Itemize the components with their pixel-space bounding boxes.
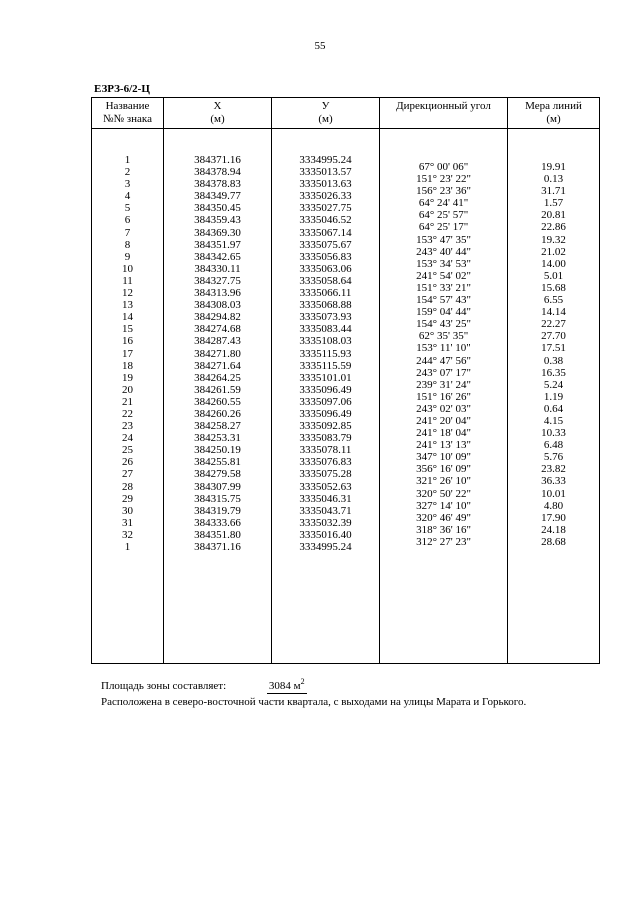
- segment-length: 24.18: [541, 523, 566, 536]
- segment-angle: 241° 20' 04": [416, 414, 471, 427]
- header-x-line1: Х: [213, 100, 222, 112]
- point-y: 3335063.06: [299, 262, 352, 275]
- segment-length: 19.91: [541, 161, 566, 173]
- segment-angle: 318° 36' 16": [416, 523, 471, 536]
- segment-length: 20.81: [541, 209, 566, 222]
- segment-length: 31.71: [541, 185, 566, 198]
- coordinates-table: [91, 97, 600, 664]
- segment-length: 0.64: [543, 402, 564, 415]
- segment-length: 0.13: [543, 173, 564, 186]
- header-direction-label: Дирекционный угол: [396, 100, 491, 112]
- point-number: 30: [122, 504, 133, 517]
- y-coordinate-cell: [272, 129, 380, 664]
- point-y: 3335032.39: [299, 516, 352, 529]
- segment-angle: 239° 31' 24": [416, 378, 471, 391]
- location-description: Расположена в северо-восточной части квартала, с выходами на улицы Марата и Горького.: [101, 695, 527, 708]
- point-number: 15: [122, 323, 133, 336]
- zone-summary: [101, 675, 526, 710]
- segment-angle: 153° 47' 35": [416, 233, 471, 246]
- line-length-cell: [508, 129, 600, 664]
- segment-angle: 327° 14' 10": [416, 499, 471, 512]
- point-x: 384250.19: [194, 444, 241, 457]
- point-y: 3335115.59: [299, 359, 352, 372]
- point-number: 26: [122, 456, 133, 469]
- point-number: 29: [122, 492, 133, 505]
- point-x: 384378.94: [194, 166, 241, 179]
- segment-angle: 64° 25' 17": [418, 221, 469, 234]
- segment-angle: 241° 13' 13": [416, 439, 471, 452]
- header-x: [164, 98, 272, 129]
- segment-angle: 356° 16' 09": [416, 463, 471, 476]
- point-number: 32: [122, 528, 133, 541]
- area-value: 3084: [268, 679, 291, 692]
- point-y: 3335043.71: [299, 504, 352, 517]
- point-x: 384371.16: [194, 541, 241, 553]
- segment-angle: 243° 40' 44": [416, 245, 471, 258]
- point-number: 2: [124, 166, 131, 179]
- point-number: 19: [122, 371, 133, 384]
- segment-length: 5.24: [543, 378, 564, 391]
- point-x: 384287.43: [194, 335, 241, 348]
- point-y: 3335075.67: [299, 238, 352, 251]
- header-name-line2: №№ знака: [103, 113, 152, 125]
- segment-length: 21.02: [541, 245, 566, 258]
- point-y: 3335068.88: [299, 299, 352, 312]
- segment-angle: 312° 27' 23": [416, 535, 471, 548]
- segment-length: 22.27: [541, 318, 566, 331]
- point-x: 384350.45: [194, 202, 241, 215]
- point-number: 24: [122, 432, 133, 445]
- point-y: 3335096.49: [299, 383, 352, 396]
- segment-length: 15.68: [541, 281, 566, 294]
- header-direction: [380, 98, 508, 129]
- segment-length: 6.48: [543, 439, 564, 452]
- segment-length: 5.01: [543, 269, 564, 282]
- segment-angle: 320° 50' 22": [416, 487, 471, 500]
- point-y: 3335013.57: [299, 166, 352, 179]
- point-number: 5: [124, 202, 131, 215]
- point-y: 3335052.63: [299, 480, 352, 493]
- point-x: 384274.68: [194, 323, 241, 336]
- header-y-line1: У: [321, 100, 330, 112]
- point-y: 3334995.24: [299, 541, 352, 553]
- point-x: 384253.31: [194, 432, 241, 445]
- header-y-line2: (м): [318, 113, 333, 125]
- point-x: 384271.64: [194, 359, 241, 372]
- point-y: 3335016.40: [299, 528, 352, 541]
- segment-length: 10.01: [541, 487, 566, 500]
- segment-length: 22.86: [541, 221, 566, 234]
- segment-length: 36.33: [541, 475, 566, 488]
- point-x: 384255.81: [194, 456, 241, 469]
- segment-angle: 151° 23' 22": [416, 173, 471, 186]
- point-number: 8: [124, 238, 131, 251]
- point-x: 384313.96: [194, 287, 241, 300]
- point-number: 14: [122, 311, 133, 324]
- point-x: 384333.66: [194, 516, 241, 529]
- area-unit-power: 2: [300, 677, 305, 686]
- point-x: 384279.58: [194, 468, 241, 481]
- header-name-line1: Название: [105, 100, 150, 112]
- header-x-line2: (м): [210, 113, 225, 125]
- segment-length: 10.33: [541, 427, 566, 440]
- point-y: 3335026.33: [299, 190, 352, 203]
- table-body-row: [92, 129, 600, 664]
- point-y: 3335056.83: [299, 250, 352, 263]
- point-x: 384351.80: [194, 528, 241, 541]
- point-x: 384371.16: [194, 154, 241, 166]
- point-y: 3335067.14: [299, 226, 352, 239]
- segment-length: 27.70: [541, 330, 566, 343]
- point-number: 1: [124, 541, 131, 553]
- segment-angle: 154° 57' 43": [416, 294, 471, 307]
- segment-angle: 241° 18' 04": [416, 427, 471, 440]
- point-y: 3335078.11: [299, 444, 352, 457]
- point-x: 384261.59: [194, 383, 241, 396]
- point-y: 3335083.79: [299, 432, 352, 445]
- segment-angle: 243° 07' 17": [416, 366, 471, 379]
- point-x: 384308.03: [194, 299, 241, 312]
- segment-angle: 156° 23' 36": [416, 185, 471, 198]
- point-number: 13: [122, 299, 133, 312]
- point-number: 25: [122, 444, 133, 457]
- point-number: 31: [122, 516, 133, 529]
- header-length: [508, 98, 600, 129]
- segment-length: 16.35: [541, 366, 566, 379]
- point-y: 3335083.44: [299, 323, 352, 336]
- point-x: 384351.97: [194, 238, 241, 251]
- segment-angle: 151° 33' 21": [416, 281, 471, 294]
- header-name: [92, 98, 164, 129]
- point-y: 3335073.93: [299, 311, 352, 324]
- point-y: 3335046.52: [299, 214, 352, 227]
- header-length-line1: Мера линий: [525, 100, 582, 112]
- point-x: 384330.11: [194, 262, 241, 275]
- point-y: 3335101.01: [299, 371, 352, 384]
- point-number: 6: [124, 214, 131, 227]
- point-number-cell: [92, 129, 164, 664]
- segment-angle: 67° 00' 06": [418, 161, 469, 173]
- segment-length: 1.19: [543, 390, 564, 403]
- point-x: 384271.80: [194, 347, 241, 360]
- point-number: 28: [122, 480, 133, 493]
- point-number: 7: [124, 226, 131, 239]
- point-y: 3335075.28: [299, 468, 352, 481]
- point-x: 384307.99: [194, 480, 241, 493]
- point-number: 20: [122, 383, 133, 396]
- segment-length: 19.32: [541, 233, 566, 246]
- segment-length: 28.68: [541, 535, 566, 548]
- area-unit: [294, 675, 305, 693]
- header-length-line2: (м): [546, 113, 561, 125]
- point-number: 17: [122, 347, 133, 360]
- segment-angle: 62° 35' 35": [418, 330, 469, 343]
- point-number: 4: [124, 190, 131, 203]
- point-y: 3335092.85: [299, 420, 352, 433]
- point-number: 12: [122, 287, 133, 300]
- segment-angle: 243° 02' 03": [416, 402, 471, 415]
- segment-angle: 244° 47' 56": [416, 354, 471, 367]
- point-y: 3335097.06: [299, 395, 352, 408]
- segment-length: 4.15: [543, 414, 564, 427]
- point-number: 16: [122, 335, 133, 348]
- point-x: 384359.43: [194, 214, 241, 227]
- segment-angle: 159° 04' 44": [416, 306, 471, 319]
- point-y: 3335066.11: [299, 287, 352, 300]
- point-number: 10: [122, 262, 133, 275]
- point-x: 384294.82: [194, 311, 241, 324]
- table-header-row: [92, 98, 600, 129]
- segment-angle: 64° 25' 57": [418, 209, 469, 222]
- area-value-underlined: [267, 675, 307, 694]
- area-unit-base: м: [293, 679, 301, 692]
- header-y: [272, 98, 380, 129]
- zone-title: ЕЗРЗ-6/2-Ц: [94, 83, 150, 95]
- segment-angle: 153° 11' 10": [416, 342, 471, 355]
- point-number: 1: [124, 154, 131, 166]
- point-number: 3: [124, 178, 131, 191]
- point-number: 18: [122, 359, 133, 372]
- segment-angle: 347° 10' 09": [416, 451, 471, 464]
- point-x: 384315.75: [194, 492, 241, 505]
- segment-length: 17.90: [541, 511, 566, 524]
- point-y: 3335046.31: [299, 492, 352, 505]
- area-line: [101, 675, 526, 694]
- direction-angle-cell: [380, 129, 508, 664]
- point-x: 384369.30: [194, 226, 241, 239]
- segment-angle: 320° 46' 49": [416, 511, 471, 524]
- point-y: 3335076.83: [299, 456, 352, 469]
- segment-length: 6.55: [543, 294, 564, 307]
- segment-length: 23.82: [541, 463, 566, 476]
- segment-angle: 64° 24' 41": [418, 197, 469, 210]
- point-x: 384264.25: [194, 371, 241, 384]
- segment-length: 17.51: [541, 342, 566, 355]
- segment-length: 4.80: [543, 499, 564, 512]
- segment-angle: 154° 43' 25": [416, 318, 471, 331]
- page-number: 55: [314, 40, 326, 52]
- point-y: 3335027.75: [299, 202, 352, 215]
- segment-angle: 321° 26' 10": [416, 475, 471, 488]
- point-number: 23: [122, 420, 133, 433]
- segment-length: 14.00: [541, 257, 566, 270]
- segment-angle: 241° 54' 02": [416, 269, 471, 282]
- point-number: 11: [122, 274, 133, 287]
- point-number: 21: [122, 395, 133, 408]
- point-x: 384378.83: [194, 178, 241, 191]
- point-x: 384319.79: [194, 504, 241, 517]
- segment-length: 1.57: [543, 197, 564, 210]
- point-y: 3335096.49: [299, 407, 352, 420]
- point-x: 384260.26: [194, 407, 241, 420]
- area-label: Площадь зоны составляет:: [101, 679, 227, 692]
- point-number: 27: [122, 468, 133, 481]
- point-x: 384342.65: [194, 250, 241, 263]
- point-y: 3335058.64: [299, 274, 352, 287]
- point-y: 3334995.24: [299, 154, 352, 166]
- point-x: 384349.77: [194, 190, 241, 203]
- point-x: 384260.55: [194, 395, 241, 408]
- point-number: 9: [124, 250, 131, 263]
- segment-length: 5.76: [543, 451, 564, 464]
- segment-angle: 151° 16' 26": [416, 390, 471, 403]
- point-y: 3335013.63: [299, 178, 352, 191]
- point-number: 22: [122, 407, 133, 420]
- point-y: 3335108.03: [299, 335, 352, 348]
- segment-length: 0.38: [543, 354, 564, 367]
- point-y: 3335115.93: [299, 347, 352, 360]
- segment-length: 14.14: [541, 306, 566, 319]
- point-x: 384327.75: [194, 274, 241, 287]
- point-x: 384258.27: [194, 420, 241, 433]
- x-coordinate-cell: [164, 129, 272, 664]
- segment-angle: 153° 34' 53": [416, 257, 471, 270]
